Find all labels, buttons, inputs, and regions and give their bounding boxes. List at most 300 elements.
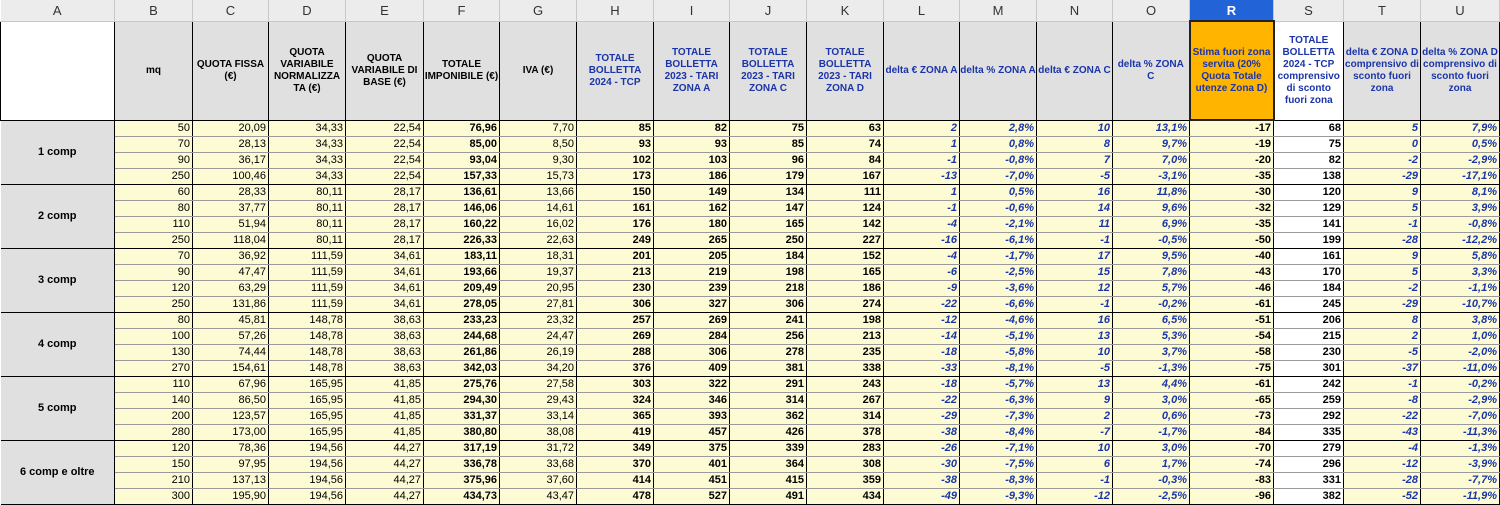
- cell-o[interactable]: 7,8%: [1113, 265, 1190, 281]
- cell-s[interactable]: 199: [1274, 233, 1344, 249]
- cell-n[interactable]: 6: [1037, 457, 1113, 473]
- cell-i[interactable]: 162: [654, 201, 730, 217]
- cell-s[interactable]: 120: [1274, 185, 1344, 201]
- cell-j[interactable]: 250: [730, 233, 807, 249]
- cell-d[interactable]: 165,95: [269, 377, 346, 393]
- cell-r[interactable]: -51: [1190, 313, 1274, 329]
- cell-k[interactable]: 227: [807, 233, 884, 249]
- cell-i[interactable]: 149: [654, 185, 730, 201]
- cell-m[interactable]: -7,5%: [960, 457, 1037, 473]
- cell-c[interactable]: 195,90: [193, 489, 269, 505]
- cell-b[interactable]: 70: [115, 249, 193, 265]
- cell-b[interactable]: 140: [115, 393, 193, 409]
- cell-e[interactable]: 22,54: [346, 169, 424, 185]
- cell-o[interactable]: 3,0%: [1113, 393, 1190, 409]
- cell-d[interactable]: 165,95: [269, 409, 346, 425]
- cell-k[interactable]: 63: [807, 120, 884, 137]
- cell-g[interactable]: 33,68: [500, 457, 577, 473]
- cell-k[interactable]: 314: [807, 409, 884, 425]
- cell-j[interactable]: 314: [730, 393, 807, 409]
- cell-n[interactable]: 10: [1037, 345, 1113, 361]
- cell-f[interactable]: 342,03: [424, 361, 500, 377]
- cell-n[interactable]: 15: [1037, 265, 1113, 281]
- cell-s[interactable]: 292: [1274, 409, 1344, 425]
- cell-h[interactable]: 173: [577, 169, 654, 185]
- group-label[interactable]: 4 comp: [1, 313, 115, 377]
- cell-n[interactable]: 11: [1037, 217, 1113, 233]
- cell-d[interactable]: 148,78: [269, 345, 346, 361]
- column-header-d[interactable]: D: [269, 0, 346, 21]
- header-cell-e[interactable]: QUOTA VARIABILE DI BASE (€): [346, 21, 424, 120]
- cell-k[interactable]: 359: [807, 473, 884, 489]
- cell-h[interactable]: 349: [577, 441, 654, 457]
- cell-f[interactable]: 434,73: [424, 489, 500, 505]
- cell-d[interactable]: 111,59: [269, 265, 346, 281]
- cell-g[interactable]: 26,19: [500, 345, 577, 361]
- cell-h[interactable]: 150: [577, 185, 654, 201]
- cell-t[interactable]: -1: [1344, 377, 1421, 393]
- cell-o[interactable]: -1,7%: [1113, 425, 1190, 441]
- cell-r[interactable]: -70: [1190, 441, 1274, 457]
- cell-l[interactable]: -26: [884, 441, 960, 457]
- cell-m[interactable]: -3,6%: [960, 281, 1037, 297]
- cell-j[interactable]: 147: [730, 201, 807, 217]
- cell-u[interactable]: 0,5%: [1421, 137, 1500, 153]
- header-cell-i[interactable]: TOTALE BOLLETTA 2023 - TARI ZONA A: [654, 21, 730, 120]
- cell-c[interactable]: 28,13: [193, 137, 269, 153]
- cell-n[interactable]: 14: [1037, 201, 1113, 217]
- cell-u[interactable]: -2,9%: [1421, 153, 1500, 169]
- header-cell-l[interactable]: delta € ZONA A: [884, 21, 960, 120]
- cell-t[interactable]: -52: [1344, 489, 1421, 505]
- column-header-o[interactable]: O: [1113, 0, 1190, 21]
- cell-n[interactable]: -7: [1037, 425, 1113, 441]
- cell-l[interactable]: -13: [884, 169, 960, 185]
- cell-m[interactable]: -9,3%: [960, 489, 1037, 505]
- cell-o[interactable]: -0,5%: [1113, 233, 1190, 249]
- cell-k[interactable]: 152: [807, 249, 884, 265]
- cell-r[interactable]: -84: [1190, 425, 1274, 441]
- cell-e[interactable]: 38,63: [346, 361, 424, 377]
- cell-i[interactable]: 265: [654, 233, 730, 249]
- cell-c[interactable]: 154,61: [193, 361, 269, 377]
- cell-k[interactable]: 124: [807, 201, 884, 217]
- cell-d[interactable]: 80,11: [269, 233, 346, 249]
- cell-d[interactable]: 111,59: [269, 281, 346, 297]
- cell-e[interactable]: 41,85: [346, 377, 424, 393]
- cell-f[interactable]: 261,86: [424, 345, 500, 361]
- cell-r[interactable]: -35: [1190, 169, 1274, 185]
- cell-i[interactable]: 327: [654, 297, 730, 313]
- cell-g[interactable]: 9,30: [500, 153, 577, 169]
- cell-k[interactable]: 142: [807, 217, 884, 233]
- cell-l[interactable]: -18: [884, 377, 960, 393]
- cell-h[interactable]: 365: [577, 409, 654, 425]
- cell-n[interactable]: 9: [1037, 393, 1113, 409]
- cell-e[interactable]: 34,61: [346, 297, 424, 313]
- cell-l[interactable]: -22: [884, 393, 960, 409]
- cell-o[interactable]: 3,0%: [1113, 441, 1190, 457]
- cell-h[interactable]: 161: [577, 201, 654, 217]
- cell-s[interactable]: 184: [1274, 281, 1344, 297]
- cell-j[interactable]: 134: [730, 185, 807, 201]
- cell-f[interactable]: 85,00: [424, 137, 500, 153]
- column-header-c[interactable]: C: [193, 0, 269, 21]
- cell-m[interactable]: -7,1%: [960, 441, 1037, 457]
- cell-s[interactable]: 230: [1274, 345, 1344, 361]
- cell-l[interactable]: -1: [884, 153, 960, 169]
- cell-g[interactable]: 33,14: [500, 409, 577, 425]
- cell-s[interactable]: 301: [1274, 361, 1344, 377]
- cell-b[interactable]: 300: [115, 489, 193, 505]
- cell-o[interactable]: 9,6%: [1113, 201, 1190, 217]
- cell-o[interactable]: -0,2%: [1113, 297, 1190, 313]
- cell-j[interactable]: 381: [730, 361, 807, 377]
- cell-d[interactable]: 165,95: [269, 393, 346, 409]
- cell-s[interactable]: 138: [1274, 169, 1344, 185]
- cell-l[interactable]: -22: [884, 297, 960, 313]
- cell-e[interactable]: 22,54: [346, 137, 424, 153]
- cell-f[interactable]: 336,78: [424, 457, 500, 473]
- cell-s[interactable]: 129: [1274, 201, 1344, 217]
- cell-u[interactable]: -2,0%: [1421, 345, 1500, 361]
- cell-d[interactable]: 194,56: [269, 457, 346, 473]
- cell-g[interactable]: 18,31: [500, 249, 577, 265]
- cell-e[interactable]: 28,17: [346, 233, 424, 249]
- column-header-n[interactable]: N: [1037, 0, 1113, 21]
- cell-h[interactable]: 213: [577, 265, 654, 281]
- cell-n[interactable]: 7: [1037, 153, 1113, 169]
- cell-c[interactable]: 36,92: [193, 249, 269, 265]
- cell-s[interactable]: 242: [1274, 377, 1344, 393]
- cell-o[interactable]: -3,1%: [1113, 169, 1190, 185]
- cell-j[interactable]: 75: [730, 120, 807, 137]
- cell-e[interactable]: 41,85: [346, 425, 424, 441]
- cell-c[interactable]: 118,04: [193, 233, 269, 249]
- cell-r[interactable]: -30: [1190, 185, 1274, 201]
- cell-u[interactable]: -0,8%: [1421, 217, 1500, 233]
- cell-t[interactable]: -29: [1344, 169, 1421, 185]
- header-cell-h[interactable]: TOTALE BOLLETTA 2024 - TCP: [577, 21, 654, 120]
- cell-m[interactable]: -5,7%: [960, 377, 1037, 393]
- cell-o[interactable]: 11,8%: [1113, 185, 1190, 201]
- cell-b[interactable]: 200: [115, 409, 193, 425]
- cell-k[interactable]: 111: [807, 185, 884, 201]
- cell-r[interactable]: -75: [1190, 361, 1274, 377]
- cell-b[interactable]: 90: [115, 153, 193, 169]
- cell-b[interactable]: 60: [115, 185, 193, 201]
- cell-k[interactable]: 274: [807, 297, 884, 313]
- cell-l[interactable]: -6: [884, 265, 960, 281]
- cell-d[interactable]: 194,56: [269, 441, 346, 457]
- cell-k[interactable]: 378: [807, 425, 884, 441]
- cell-j[interactable]: 291: [730, 377, 807, 393]
- cell-t[interactable]: 2: [1344, 329, 1421, 345]
- cell-o[interactable]: -0,3%: [1113, 473, 1190, 489]
- cell-e[interactable]: 34,61: [346, 281, 424, 297]
- header-cell-a[interactable]: [1, 21, 115, 120]
- cell-j[interactable]: 198: [730, 265, 807, 281]
- cell-f[interactable]: 226,33: [424, 233, 500, 249]
- cell-o[interactable]: -2,5%: [1113, 489, 1190, 505]
- cell-f[interactable]: 183,11: [424, 249, 500, 265]
- cell-l[interactable]: 1: [884, 137, 960, 153]
- cell-r[interactable]: -65: [1190, 393, 1274, 409]
- cell-m[interactable]: -4,6%: [960, 313, 1037, 329]
- cell-i[interactable]: 451: [654, 473, 730, 489]
- cell-l[interactable]: 2: [884, 120, 960, 137]
- cell-b[interactable]: 250: [115, 297, 193, 313]
- cell-u[interactable]: -11,9%: [1421, 489, 1500, 505]
- cell-r[interactable]: -17: [1190, 120, 1274, 137]
- column-header-j[interactable]: J: [730, 0, 807, 21]
- cell-e[interactable]: 44,27: [346, 441, 424, 457]
- cell-g[interactable]: 19,37: [500, 265, 577, 281]
- cell-c[interactable]: 20,09: [193, 120, 269, 137]
- column-header-s[interactable]: S: [1274, 0, 1344, 21]
- cell-o[interactable]: 1,7%: [1113, 457, 1190, 473]
- cell-n[interactable]: 10: [1037, 441, 1113, 457]
- cell-g[interactable]: 27,58: [500, 377, 577, 393]
- header-cell-r[interactable]: Stima fuori zona servita (20% Quota Totale utenze Zona D): [1190, 21, 1274, 120]
- header-cell-b[interactable]: mq: [115, 21, 193, 120]
- cell-b[interactable]: 120: [115, 441, 193, 457]
- cell-g[interactable]: 8,50: [500, 137, 577, 153]
- cell-i[interactable]: 409: [654, 361, 730, 377]
- cell-t[interactable]: -12: [1344, 457, 1421, 473]
- cell-b[interactable]: 150: [115, 457, 193, 473]
- cell-n[interactable]: 17: [1037, 249, 1113, 265]
- cell-i[interactable]: 82: [654, 120, 730, 137]
- cell-n[interactable]: -5: [1037, 361, 1113, 377]
- cell-t[interactable]: -2: [1344, 153, 1421, 169]
- cell-f[interactable]: 209,49: [424, 281, 500, 297]
- column-header-f[interactable]: F: [424, 0, 500, 21]
- cell-n[interactable]: 13: [1037, 329, 1113, 345]
- cell-m[interactable]: 0,5%: [960, 185, 1037, 201]
- cell-u[interactable]: 7,9%: [1421, 120, 1500, 137]
- cell-o[interactable]: 9,7%: [1113, 137, 1190, 153]
- cell-i[interactable]: 205: [654, 249, 730, 265]
- cell-c[interactable]: 57,26: [193, 329, 269, 345]
- cell-d[interactable]: 34,33: [269, 153, 346, 169]
- cell-u[interactable]: -1,3%: [1421, 441, 1500, 457]
- cell-h[interactable]: 230: [577, 281, 654, 297]
- cell-o[interactable]: 6,5%: [1113, 313, 1190, 329]
- cell-u[interactable]: -3,9%: [1421, 457, 1500, 473]
- cell-g[interactable]: 13,66: [500, 185, 577, 201]
- cell-s[interactable]: 82: [1274, 153, 1344, 169]
- cell-t[interactable]: 8: [1344, 313, 1421, 329]
- cell-d[interactable]: 80,11: [269, 217, 346, 233]
- cell-c[interactable]: 67,96: [193, 377, 269, 393]
- cell-d[interactable]: 148,78: [269, 313, 346, 329]
- column-header-h[interactable]: H: [577, 0, 654, 21]
- cell-c[interactable]: 137,13: [193, 473, 269, 489]
- cell-e[interactable]: 34,61: [346, 265, 424, 281]
- cell-b[interactable]: 50: [115, 120, 193, 137]
- cell-l[interactable]: -49: [884, 489, 960, 505]
- cell-e[interactable]: 22,54: [346, 120, 424, 137]
- cell-j[interactable]: 278: [730, 345, 807, 361]
- cell-b[interactable]: 250: [115, 233, 193, 249]
- cell-g[interactable]: 27,81: [500, 297, 577, 313]
- cell-i[interactable]: 393: [654, 409, 730, 425]
- cell-r[interactable]: -43: [1190, 265, 1274, 281]
- cell-g[interactable]: 15,73: [500, 169, 577, 185]
- cell-o[interactable]: 7,0%: [1113, 153, 1190, 169]
- cell-r[interactable]: -61: [1190, 297, 1274, 313]
- cell-b[interactable]: 80: [115, 201, 193, 217]
- header-cell-s[interactable]: TOTALE BOLLETTA 2024 - TCP comprensivo di sconto fuori zona: [1274, 21, 1344, 120]
- cell-s[interactable]: 206: [1274, 313, 1344, 329]
- cell-f[interactable]: 275,76: [424, 377, 500, 393]
- cell-r[interactable]: -46: [1190, 281, 1274, 297]
- column-header-g[interactable]: G: [500, 0, 577, 21]
- cell-u[interactable]: -17,1%: [1421, 169, 1500, 185]
- cell-l[interactable]: -33: [884, 361, 960, 377]
- cell-h[interactable]: 93: [577, 137, 654, 153]
- cell-e[interactable]: 22,54: [346, 153, 424, 169]
- cell-d[interactable]: 80,11: [269, 201, 346, 217]
- cell-i[interactable]: 375: [654, 441, 730, 457]
- cell-k[interactable]: 243: [807, 377, 884, 393]
- cell-h[interactable]: 419: [577, 425, 654, 441]
- cell-t[interactable]: -4: [1344, 441, 1421, 457]
- cell-h[interactable]: 288: [577, 345, 654, 361]
- cell-s[interactable]: 215: [1274, 329, 1344, 345]
- cell-r[interactable]: -83: [1190, 473, 1274, 489]
- cell-e[interactable]: 28,17: [346, 217, 424, 233]
- cell-d[interactable]: 194,56: [269, 473, 346, 489]
- cell-i[interactable]: 457: [654, 425, 730, 441]
- cell-n[interactable]: 16: [1037, 185, 1113, 201]
- cell-n[interactable]: -1: [1037, 473, 1113, 489]
- cell-m[interactable]: -5,8%: [960, 345, 1037, 361]
- cell-r[interactable]: -20: [1190, 153, 1274, 169]
- cell-g[interactable]: 43,47: [500, 489, 577, 505]
- cell-k[interactable]: 84: [807, 153, 884, 169]
- cell-o[interactable]: 13,1%: [1113, 120, 1190, 137]
- cell-s[interactable]: 331: [1274, 473, 1344, 489]
- cell-t[interactable]: -22: [1344, 409, 1421, 425]
- cell-g[interactable]: 14,61: [500, 201, 577, 217]
- cell-h[interactable]: 249: [577, 233, 654, 249]
- header-cell-c[interactable]: QUOTA FISSA (€): [193, 21, 269, 120]
- cell-u[interactable]: -0,2%: [1421, 377, 1500, 393]
- cell-f[interactable]: 278,05: [424, 297, 500, 313]
- cell-k[interactable]: 338: [807, 361, 884, 377]
- cell-j[interactable]: 339: [730, 441, 807, 457]
- cell-o[interactable]: -1,3%: [1113, 361, 1190, 377]
- cell-h[interactable]: 478: [577, 489, 654, 505]
- cell-m[interactable]: -8,1%: [960, 361, 1037, 377]
- cell-f[interactable]: 317,19: [424, 441, 500, 457]
- cell-u[interactable]: -2,9%: [1421, 393, 1500, 409]
- cell-b[interactable]: 250: [115, 169, 193, 185]
- cell-c[interactable]: 47,47: [193, 265, 269, 281]
- cell-m[interactable]: -8,4%: [960, 425, 1037, 441]
- cell-k[interactable]: 213: [807, 329, 884, 345]
- cell-i[interactable]: 239: [654, 281, 730, 297]
- cell-m[interactable]: -2,5%: [960, 265, 1037, 281]
- cell-b[interactable]: 120: [115, 281, 193, 297]
- cell-s[interactable]: 68: [1274, 120, 1344, 137]
- cell-t[interactable]: -43: [1344, 425, 1421, 441]
- cell-r[interactable]: -73: [1190, 409, 1274, 425]
- cell-g[interactable]: 23,32: [500, 313, 577, 329]
- cell-e[interactable]: 38,63: [346, 345, 424, 361]
- cell-i[interactable]: 401: [654, 457, 730, 473]
- cell-u[interactable]: -11,0%: [1421, 361, 1500, 377]
- cell-h[interactable]: 324: [577, 393, 654, 409]
- cell-g[interactable]: 31,72: [500, 441, 577, 457]
- cell-j[interactable]: 218: [730, 281, 807, 297]
- cell-o[interactable]: 3,7%: [1113, 345, 1190, 361]
- cell-b[interactable]: 280: [115, 425, 193, 441]
- cell-c[interactable]: 45,81: [193, 313, 269, 329]
- cell-s[interactable]: 75: [1274, 137, 1344, 153]
- cell-r[interactable]: -19: [1190, 137, 1274, 153]
- cell-f[interactable]: 375,96: [424, 473, 500, 489]
- cell-j[interactable]: 415: [730, 473, 807, 489]
- cell-i[interactable]: 186: [654, 169, 730, 185]
- cell-n[interactable]: 16: [1037, 313, 1113, 329]
- cell-e[interactable]: 38,63: [346, 313, 424, 329]
- cell-f[interactable]: 331,37: [424, 409, 500, 425]
- cell-r[interactable]: -54: [1190, 329, 1274, 345]
- cell-m[interactable]: -1,7%: [960, 249, 1037, 265]
- cell-b[interactable]: 70: [115, 137, 193, 153]
- cell-u[interactable]: -11,3%: [1421, 425, 1500, 441]
- cell-o[interactable]: 5,3%: [1113, 329, 1190, 345]
- cell-n[interactable]: -1: [1037, 233, 1113, 249]
- cell-h[interactable]: 370: [577, 457, 654, 473]
- column-header-l[interactable]: L: [884, 0, 960, 21]
- cell-g[interactable]: 22,63: [500, 233, 577, 249]
- cell-t[interactable]: 5: [1344, 120, 1421, 137]
- cell-k[interactable]: 186: [807, 281, 884, 297]
- cell-n[interactable]: 10: [1037, 120, 1113, 137]
- header-cell-f[interactable]: TOTALE IMPONIBILE (€): [424, 21, 500, 120]
- cell-i[interactable]: 103: [654, 153, 730, 169]
- cell-s[interactable]: 382: [1274, 489, 1344, 505]
- cell-h[interactable]: 102: [577, 153, 654, 169]
- column-header-r[interactable]: R: [1190, 0, 1274, 21]
- cell-n[interactable]: 8: [1037, 137, 1113, 153]
- cell-h[interactable]: 306: [577, 297, 654, 313]
- cell-m[interactable]: -6,3%: [960, 393, 1037, 409]
- cell-e[interactable]: 41,85: [346, 409, 424, 425]
- header-cell-k[interactable]: TOTALE BOLLETTA 2023 - TARI ZONA D: [807, 21, 884, 120]
- cell-j[interactable]: 165: [730, 217, 807, 233]
- cell-o[interactable]: 0,6%: [1113, 409, 1190, 425]
- cell-i[interactable]: 180: [654, 217, 730, 233]
- cell-d[interactable]: 194,56: [269, 489, 346, 505]
- cell-m[interactable]: 0,8%: [960, 137, 1037, 153]
- cell-t[interactable]: -2: [1344, 281, 1421, 297]
- header-cell-t[interactable]: delta € ZONA D comprensivo di sconto fuori zona: [1344, 21, 1421, 120]
- cell-c[interactable]: 36,17: [193, 153, 269, 169]
- cell-u[interactable]: -7,7%: [1421, 473, 1500, 489]
- cell-g[interactable]: 38,08: [500, 425, 577, 441]
- cell-e[interactable]: 28,17: [346, 201, 424, 217]
- cell-m[interactable]: -5,1%: [960, 329, 1037, 345]
- cell-d[interactable]: 34,33: [269, 137, 346, 153]
- cell-b[interactable]: 110: [115, 217, 193, 233]
- cell-c[interactable]: 173,00: [193, 425, 269, 441]
- group-label[interactable]: 3 comp: [1, 249, 115, 313]
